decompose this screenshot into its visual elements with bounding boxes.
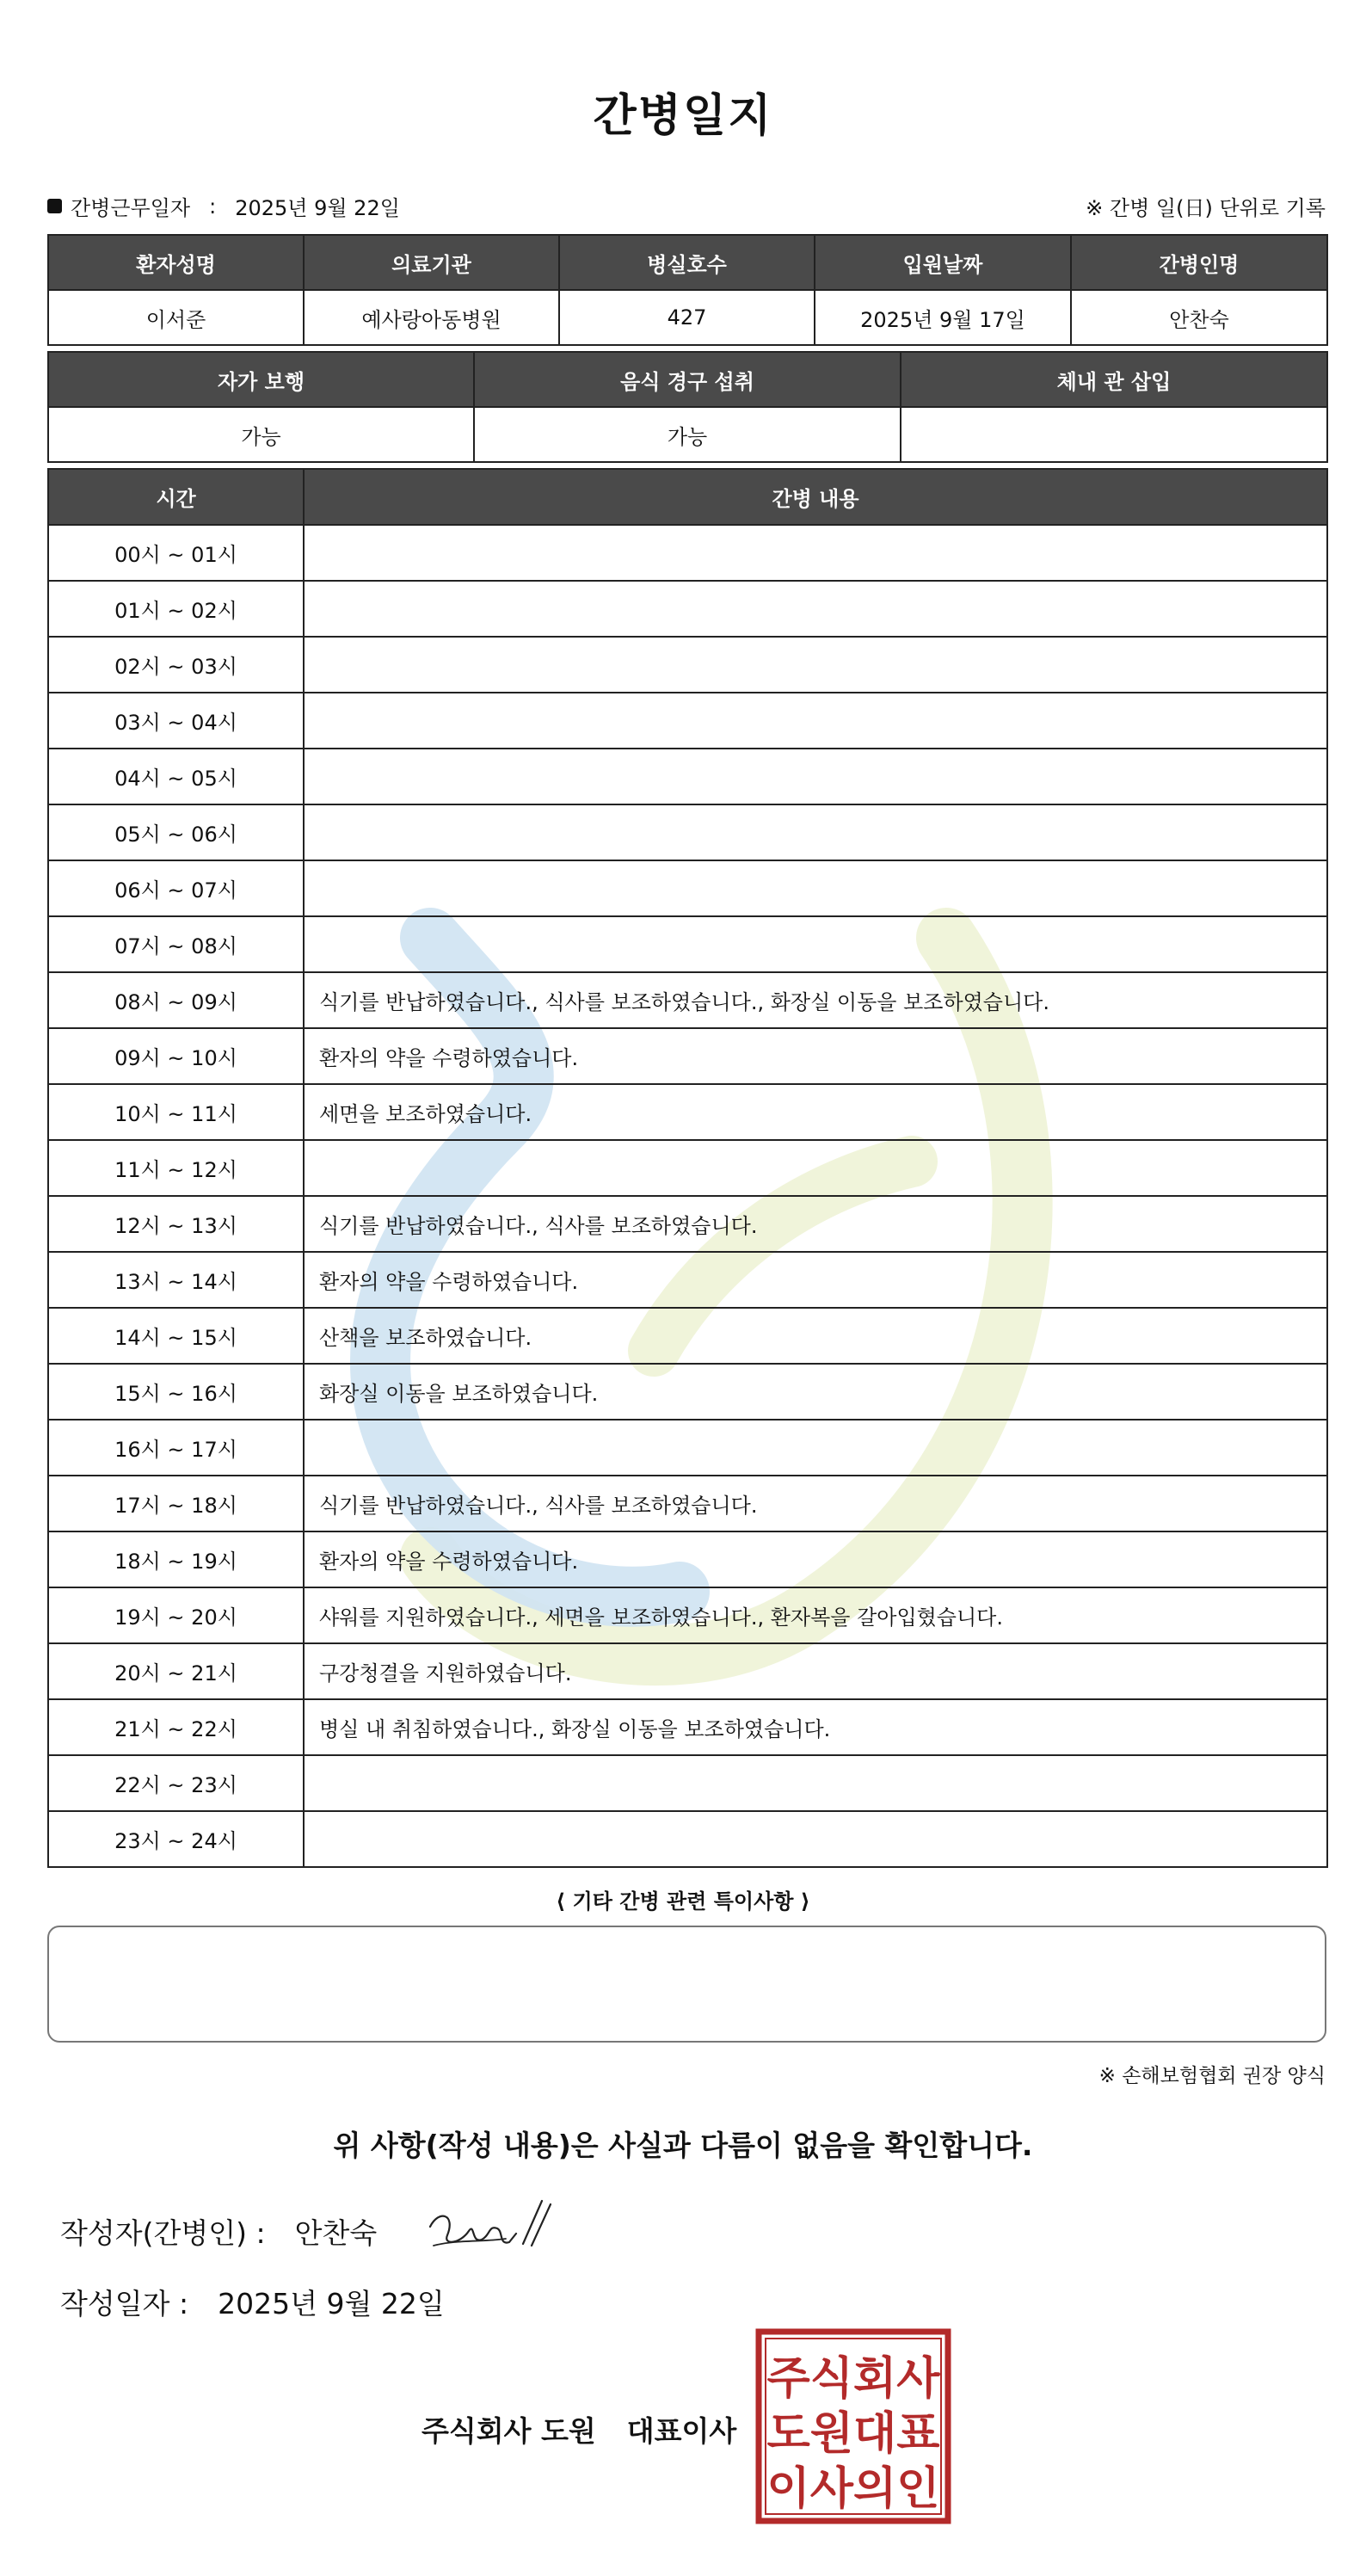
log-content-cell: 식기를 반납하였습니다., 식사를 보조하였습니다., 화장실 이동을 보조하였습니다. <box>304 972 1327 1028</box>
log-content-cell <box>304 1755 1327 1811</box>
log-row <box>48 1476 1327 1531</box>
written-date-label: 작성일자 : <box>60 2287 189 2320</box>
log-row <box>48 1531 1327 1587</box>
log-row <box>48 1699 1327 1755</box>
log-content-cell: 샤워를 지원하였습니다., 세면을 보조하였습니다., 환자복을 갈아입혔습니다. <box>304 1587 1327 1643</box>
log-time-cell: 14시 ~ 15시 <box>48 1308 304 1364</box>
log-row <box>48 637 1327 693</box>
log-row <box>48 804 1327 860</box>
log-time-cell: 04시 ~ 05시 <box>48 749 304 804</box>
patient-value-row <box>48 290 1327 345</box>
recommendation-note: ※ 손해보험협회 권장 양식 <box>1098 2065 1326 2087</box>
log-content-cell: 식기를 반납하였습니다., 식사를 보조하였습니다. <box>304 1476 1327 1531</box>
seal-line-3: 이사의인 <box>766 2463 940 2515</box>
writer-name: 안찬숙 <box>294 2216 378 2250</box>
admission-date: 2025년 9월 17일 <box>815 290 1071 345</box>
company-representative: 대표이사 <box>626 2414 737 2448</box>
log-row <box>48 916 1327 972</box>
work-date-line <box>47 191 400 221</box>
log-row <box>48 1028 1327 1084</box>
header-time: 시간 <box>48 469 304 525</box>
log-content-cell: 환자의 약을 수령하였습니다. <box>304 1252 1327 1308</box>
log-row <box>48 693 1327 749</box>
seal-line-1: 주식회사 <box>766 2353 940 2405</box>
log-content-cell <box>304 860 1327 916</box>
header-tube-insertion: 체내 관 삽입 <box>901 352 1327 407</box>
log-row <box>48 1755 1327 1811</box>
log-time-cell: 00시 ~ 01시 <box>48 525 304 581</box>
log-time-cell: 16시 ~ 17시 <box>48 1420 304 1476</box>
header-oral-intake: 음식 경구 섭취 <box>474 352 901 407</box>
header-room-number: 병실호수 <box>559 235 815 290</box>
log-time-cell: 17시 ~ 18시 <box>48 1476 304 1531</box>
log-time-cell: 10시 ~ 11시 <box>48 1084 304 1140</box>
log-row <box>48 860 1327 916</box>
document-title: 간병일지 <box>593 90 773 142</box>
patient-info-table <box>47 234 1328 346</box>
written-date-value: 2025년 9월 22일 <box>218 2287 445 2320</box>
writer-line <box>60 2211 377 2252</box>
header-admission-date: 입원날짜 <box>815 235 1071 290</box>
log-time-cell: 03시 ~ 04시 <box>48 693 304 749</box>
log-content-cell <box>304 693 1327 749</box>
log-time-cell: 18시 ~ 19시 <box>48 1531 304 1587</box>
log-time-cell: 05시 ~ 06시 <box>48 804 304 860</box>
log-row <box>48 972 1327 1028</box>
record-unit-note: ※ 간병 일(日) 단위로 기록 <box>1086 196 1326 220</box>
log-time-cell: 02시 ~ 03시 <box>48 637 304 693</box>
log-row <box>48 1643 1327 1699</box>
log-content-cell <box>304 1811 1327 1867</box>
log-row <box>48 1364 1327 1420</box>
log-header-row <box>48 469 1327 525</box>
written-date-line <box>60 2282 445 2322</box>
log-content-cell <box>304 749 1327 804</box>
log-row <box>48 1252 1327 1308</box>
log-time-cell: 01시 ~ 02시 <box>48 581 304 637</box>
log-content-cell: 구강청결을 지원하였습니다. <box>304 1643 1327 1699</box>
seal-line-2: 도원대표 <box>766 2408 940 2460</box>
log-row <box>48 525 1327 581</box>
header-patient-name: 환자성명 <box>48 235 304 290</box>
patient-status-table <box>47 351 1328 463</box>
special-notes-title: ⟨ 기타 간병 관련 특이사항 ⟩ <box>556 1889 810 1914</box>
work-date-value: 2025년 9월 22일 <box>235 196 400 220</box>
log-content-cell: 환자의 약을 수령하였습니다. <box>304 1531 1327 1587</box>
log-time-cell: 15시 ~ 16시 <box>48 1364 304 1420</box>
log-row <box>48 581 1327 637</box>
log-content-cell: 병실 내 취침하였습니다., 화장실 이동을 보조하였습니다. <box>304 1699 1327 1755</box>
log-row <box>48 1308 1327 1364</box>
log-row <box>48 1420 1327 1476</box>
log-row <box>48 1140 1327 1196</box>
log-time-cell: 19시 ~ 20시 <box>48 1587 304 1643</box>
tube-insertion-value <box>901 407 1327 462</box>
log-table-body <box>48 525 1327 1867</box>
confirmation-statement: 위 사항(작성 내용)은 사실과 다름이 없음을 확인합니다. <box>333 2129 1033 2162</box>
header-self-walking: 자가 보행 <box>48 352 474 407</box>
log-content-cell <box>304 637 1327 693</box>
log-content-cell: 화장실 이동을 보조하였습니다. <box>304 1364 1327 1420</box>
log-content-cell <box>304 581 1327 637</box>
header-hospital: 의료기관 <box>304 235 559 290</box>
log-time-cell: 09시 ~ 10시 <box>48 1028 304 1084</box>
meta-row <box>47 191 1326 222</box>
log-row <box>48 1811 1327 1867</box>
log-time-cell: 21시 ~ 22시 <box>48 1699 304 1755</box>
self-walking-value: 가능 <box>48 407 474 462</box>
log-content-cell <box>304 525 1327 581</box>
log-time-cell: 06시 ~ 07시 <box>48 860 304 916</box>
hospital-name: 예사랑아동병원 <box>304 290 559 345</box>
log-time-cell: 11시 ~ 12시 <box>48 1140 304 1196</box>
care-log-table <box>47 468 1328 1868</box>
log-content-cell <box>304 804 1327 860</box>
log-content-cell: 산책을 보조하였습니다. <box>304 1308 1327 1364</box>
log-time-cell: 22시 ~ 23시 <box>48 1755 304 1811</box>
log-content-cell: 환자의 약을 수령하였습니다. <box>304 1028 1327 1084</box>
bullet-square-icon <box>47 199 62 213</box>
log-row <box>48 1587 1327 1643</box>
log-row <box>48 1084 1327 1140</box>
company-line <box>421 2409 736 2450</box>
work-date-label: 간병근무일자 <box>71 196 191 220</box>
log-time-cell: 20시 ~ 21시 <box>48 1643 304 1699</box>
oral-intake-value: 가능 <box>474 407 901 462</box>
patient-name: 이서준 <box>48 290 304 345</box>
log-row <box>48 1196 1327 1252</box>
log-time-cell: 23시 ~ 24시 <box>48 1811 304 1867</box>
log-row <box>48 749 1327 804</box>
company-name: 주식회사 도원 <box>421 2414 596 2448</box>
signature-icon <box>421 2192 559 2263</box>
company-seal-stamp <box>755 2328 951 2524</box>
log-time-cell: 07시 ~ 08시 <box>48 916 304 972</box>
header-caregiver-name: 간병인명 <box>1071 235 1327 290</box>
status-header-row <box>48 352 1327 407</box>
log-content-cell: 세면을 보조하였습니다. <box>304 1084 1327 1140</box>
log-content-cell <box>304 1420 1327 1476</box>
writer-label: 작성자(간병인) : <box>60 2216 266 2250</box>
log-content-cell: 식기를 반납하였습니다., 식사를 보조하였습니다. <box>304 1196 1327 1252</box>
room-number: 427 <box>559 290 815 345</box>
patient-header-row <box>48 235 1327 290</box>
status-value-row <box>48 407 1327 462</box>
log-time-cell: 13시 ~ 14시 <box>48 1252 304 1308</box>
log-time-cell: 12시 ~ 13시 <box>48 1196 304 1252</box>
log-content-cell <box>304 1140 1327 1196</box>
special-notes-box[interactable] <box>47 1926 1326 2043</box>
log-content-cell <box>304 916 1327 972</box>
header-care-content: 간병 내용 <box>304 469 1327 525</box>
log-time-cell: 08시 ~ 09시 <box>48 972 304 1028</box>
work-date-separator: : <box>209 194 217 219</box>
caregiver-name: 안찬숙 <box>1071 290 1327 345</box>
